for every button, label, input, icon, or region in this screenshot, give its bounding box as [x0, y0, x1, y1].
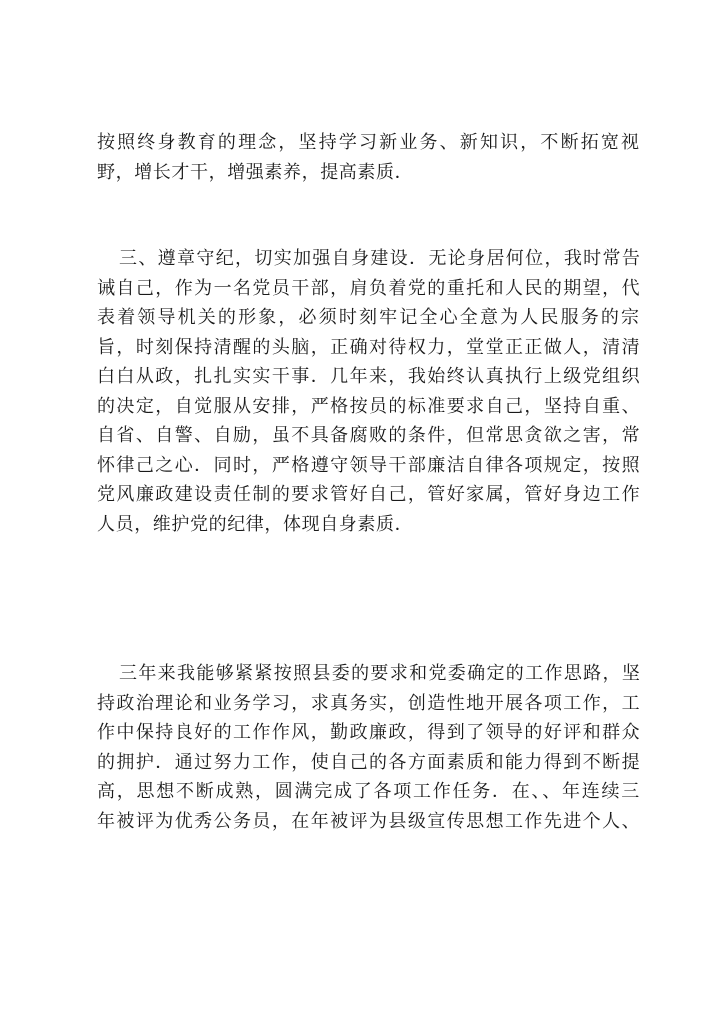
text-line: 的拥护．通过努力工作，使自己的各方面素质和能力得到不断提 — [97, 751, 641, 773]
text-line: 白白从政，扎扎实实干事．几年来，我始终认真执行上级党组织 — [97, 366, 641, 387]
text-line: 持政治理论和业务学习，求真务实，创造性地开展各项工作，工 — [97, 692, 641, 714]
text-line: 野，增长才干，增强素养，提高素质． — [97, 161, 414, 183]
text-line: 三、遵章守纪，切实加强自身建设．无论身居何位，我时常告 — [119, 248, 642, 269]
text-line: 按照终身教育的理念，坚持学习新业务、新知识，不断拓宽视 — [97, 132, 642, 153]
paragraph-three-years-summary — [97, 659, 641, 836]
paragraph-discipline — [97, 244, 641, 539]
text-line: 怀律己之心．同时，严格遵守领导干部廉洁自律各项规定，按照 — [97, 454, 641, 476]
text-line: 三年来我能够紧紧按照县委的要求和党委确定的工作思路，坚 — [119, 663, 642, 684]
text-line: 自省、自警、自励，虽不具备腐败的条件，但常思贪欲之害，常 — [97, 425, 641, 446]
text-line: 年被评为优秀公务员，在年被评为县级宣传思想工作先进个人、 — [97, 810, 641, 832]
text-line: 表着领导机关的形象，必须时刻牢记全心全意为人民服务的宗 — [97, 307, 642, 328]
text-line: 党风廉政建设责任制的要求管好自己，管好家属，管好身边工作 — [97, 484, 641, 505]
text-line: 高，思想不断成熟，圆满完成了各项工作任务．在、、年连续三 — [97, 781, 641, 802]
text-line: 诫自己，作为一名党员干部，肩负着党的重托和人民的期望，代 — [97, 277, 641, 299]
text-line: 人员，维护党的纪律，体现自身素质． — [97, 513, 414, 535]
paragraph-lifelong-learning — [97, 128, 641, 187]
text-line: 旨，时刻保持清醒的头脑，正确对待权力，堂堂正正做人，清清 — [97, 336, 641, 358]
text-line: 的决定，自觉服从安排，严格按员的标准要求自己，坚持自重、 — [97, 395, 641, 417]
text-line: 作中保持良好的工作作风，勤政廉政，得到了领导的好评和群众 — [97, 722, 641, 743]
